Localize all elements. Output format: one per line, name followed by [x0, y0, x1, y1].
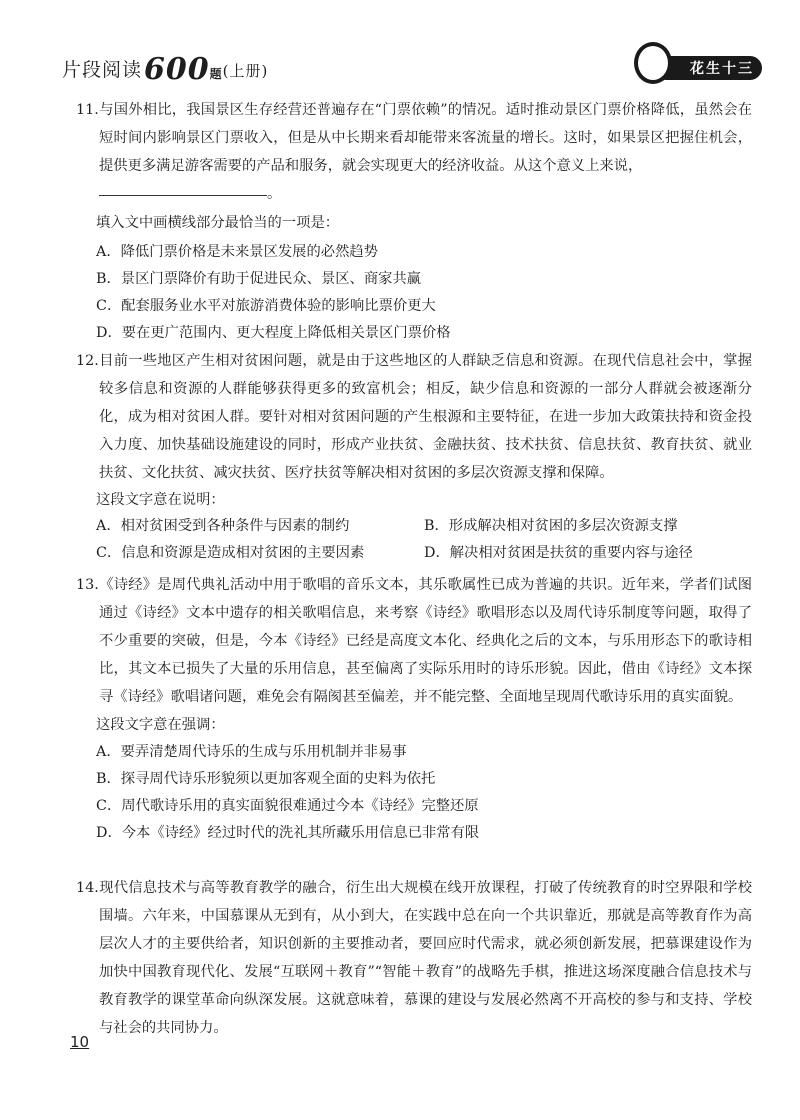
option-d: D．解决相对贫困是扶贫的重要内容与途径	[424, 545, 693, 561]
option-b: B．探寻周代诗乐形貌须以更加客观全面的史料为依托	[96, 771, 436, 787]
option-a: A．降低门票价格是未来景区发展的必然趋势	[96, 244, 378, 260]
passage-text: 《诗经》是周代典礼活动中用于歌唱的音乐文本，其乐歌属性已成为普遍的共识。近年来，学者们试图通过《诗经》文本中遗存的相关歌唱信息，来考察《诗经》歌唱形态以及周代诗乐制度等问题，取得了不少重要的突破，但是，今本《诗经》已经是高度文本化、经典化之后的文本，与乐用形态下的歌诗相比，其文本已损失了大量的乐用信息，甚至偏离了实际乐用时的诗乐形貌。因此，借由《诗经》文本探寻《诗经》歌唱诸问题，难免会有隔阂甚至偏差，并不能完整、全面地呈现周代歌诗乐用的真实面貌。	[99, 577, 752, 705]
option-b: B．景区门票降价有助于促进民众、景区、商家共赢	[96, 271, 422, 287]
question-prompt: 这段文字意在说明：	[96, 492, 225, 508]
question-number: 12.	[76, 353, 99, 369]
option-row	[76, 540, 752, 567]
question-number: 11.	[76, 102, 99, 118]
option-c: C．配套服务业水平对旅游消费体验的影响比票价更大	[96, 298, 436, 314]
book-title-text: 片段阅读	[62, 59, 143, 81]
page-header	[62, 40, 762, 88]
fill-in-blank	[99, 181, 267, 196]
option-c: C．周代歌诗乐用的真实面貌很难通过今本《诗经》完整还原	[96, 798, 479, 814]
question-14	[76, 874, 752, 1042]
question-passage	[76, 347, 752, 487]
question-passage	[76, 96, 752, 208]
book-title	[62, 52, 268, 87]
book-title-number: 600	[144, 52, 210, 87]
passage-text: 目前一些地区产生相对贫困问题，就是由于这些地区的人群缺乏信息和资源。在现代信息社会中，掌握较多信息和资源的人群能够获得更多的致富机会；相反，缺少信息和资源的一部分人群就会被逐渐分化，成为相对贫困人群。要针对相对贫困问题的产生根源和主要特征，在进一步加大政策扶持和资金投入力度、加快基础设施建设的同时，形成产业扶贫、金融扶贫、技术扶贫、信息扶贫、教育扶贫、就业扶贫、文化扶贫、减灾扶贫、医疗扶贫等解决相对贫困的多层次资源支撑和保障。	[99, 353, 752, 481]
option-a: A．要弄清楚周代诗乐的生成与乐用机制并非易事	[96, 744, 407, 760]
question-prompt: 填入文中画横线部分最恰当的一项是：	[96, 215, 340, 231]
publisher-logo	[632, 40, 762, 82]
option-d: D．今本《诗经》经过时代的洗礼其所藏乐用信息已非常有限	[96, 825, 480, 841]
question-prompt: 这段文字意在强调：	[96, 717, 225, 733]
question-passage	[76, 874, 752, 1042]
option-c: C．信息和资源是造成相对贫困的主要因素	[96, 545, 365, 561]
option-b: B．形成解决相对贫困的多层次资源支撑	[424, 518, 678, 534]
option-row	[76, 513, 752, 540]
logo-text: 花生十三	[690, 61, 754, 77]
passage-text: 现代信息技术与高等教育教学的融合，衍生出大规模在线开放课程，打破了传统教育的时空界限和学校围墙。六年来，中国慕课从无到有，从小到大，在实践中总在向一个共识靠近，那就是高等教育作为高层次人才的主要供给者，知识创新的主要推动者，要回应时代需求，就必须创新发展，把慕课建设作为加快中国教育现代化、发展“互联网＋教育”“智能＋教育”的战略先手棋，推进这场深度融合信息技术与教育教学的课堂革命向纵深发展。这就意味着，慕课的建设与发展必然离不开高校的参与和支持、学校与社会的共同协力。	[99, 880, 752, 1036]
page-footer	[70, 1032, 120, 1062]
question-12	[76, 347, 752, 567]
option-a: A．相对贫困受到各种条件与因素的制约	[96, 518, 350, 534]
book-title-unit: 题	[209, 67, 223, 81]
question-passage	[76, 571, 752, 711]
option-d: D．要在更广范围内、更大程度上降低相关景区门票价格	[96, 325, 451, 341]
question-number: 14.	[76, 880, 99, 896]
question-11	[76, 96, 752, 347]
book-volume: (上册)	[222, 62, 269, 80]
question-number: 13.	[76, 577, 99, 593]
peanut-icon	[634, 42, 672, 84]
passage-end: 。	[267, 186, 282, 202]
passage-text: 与国外相比，我国景区生存经营还普遍存在“门票依赖”的情况。适时推动景区门票价格降低，虽然会在短时间内影响景区门票收入，但是从中长期来看却能带来客流量的增长。这时，如果景区把握住机会，提供更多满足游客需要的产品和服务，就会实现更大的经济收益。从这个意义上来说，	[99, 102, 752, 174]
question-13	[76, 571, 752, 847]
page-number: 10	[70, 1033, 90, 1051]
